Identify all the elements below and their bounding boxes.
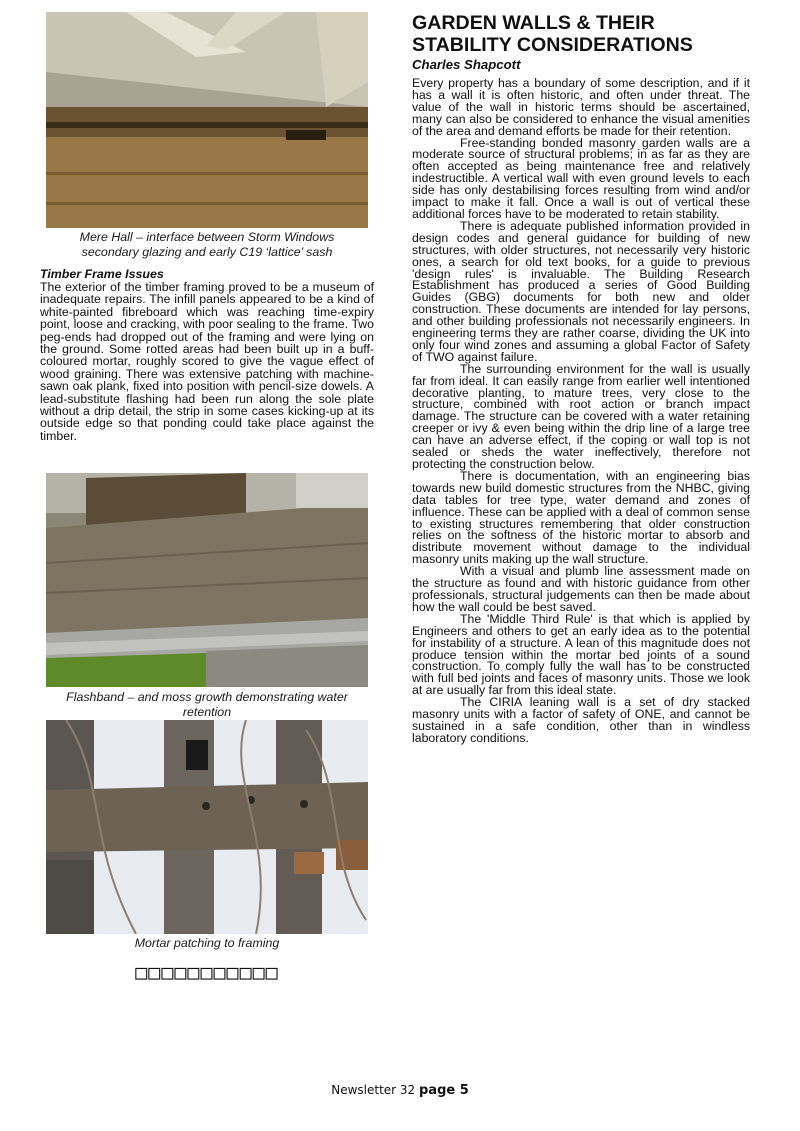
photo-mortar-patching — [46, 720, 368, 934]
caption-storm-windows-line1: Mere Hall – interface between Storm Windows — [79, 230, 335, 244]
article-column — [412, 12, 750, 745]
article-paragraph-7: The 'Middle Third Rule' is that which is applied by Engineers and others to get an early idea as to the potential for instability of a structure. A lean of this magnitude does not produce tension within the mortar bed joints of a sound construction. To comply fully the wall has to be constructed with full bed joints and faces of masonry units. Those we look at are usually far from this ideal state. — [412, 611, 750, 698]
article-title-line1: GARDEN WALLS & THEIR — [412, 12, 655, 34]
unrendered-glyph-row: □□□□□□□□□□□ — [135, 960, 279, 984]
flashband-image — [46, 473, 368, 687]
article-paragraph-6: With a visual and plumb line assessment made on the structure as found and with historic guidance from other professionals, structural judgements can then be made about how the wall could be best saved. — [412, 564, 750, 614]
article-title — [412, 12, 750, 56]
caption-storm-windows-line2: secondary glazing and early C19 ‘lattice’ sash — [81, 245, 333, 259]
window-sash-image — [46, 12, 368, 228]
article-paragraph-1: Every property has a boundary of some description, and if it has a wall it is often historic, and often under threat. The value of the wall in historic terms should be ascertained, many can also be considered to enhance the visual amenities of the area and demand efforts be made for their retention. — [412, 76, 750, 138]
page-footer — [0, 1083, 800, 1098]
caption-flashband — [40, 690, 374, 720]
footer-newsletter: Newsletter 32 — [331, 1083, 416, 1097]
article-title-line2: STABILITY CONSIDERATIONS — [412, 34, 693, 56]
caption-flashband-line1: Flashband – and moss growth demonstrating water — [66, 690, 348, 704]
photo-window-sash — [46, 12, 368, 228]
timber-frame-body: The exterior of the timber framing proved to be a museum of inadequate repairs. The infill panels appeared to be a kind of white-painted fibreboard which was reaching time-expiry point, loose and cracking, with poor sealing to the frame. Two peg-ends had dropped out of the framing and were lying on the ground. Some rotted areas had been built up in a buff-coloured mortar, roughly scored to give the vague effect of wood graining. There was extensive patching with machine-sawn oak plank, fixed into position with pencil-size dowels. A lead-substitute flashing had been run along the sole plate without a drip detail, the strip in some cases kicking-up at its outside edge so that ponding could take place against the timber. — [40, 280, 374, 443]
mortar-patching-image — [46, 720, 368, 934]
article-paragraph-2: Free-standing bonded masonry garden walls are a moderate source of structural problems; in as far as they are often accepted as being maintenance free and relatively indestructible. A vertical wall with even ground levels to each side has only destabilising forces resulting from wind and/or impact to make it fall. Once a wall is out of vertical these additional forces have to be moderated to retain stability. — [412, 135, 750, 221]
article-paragraph-4: The surrounding environment for the wall is usually far from ideal. It can easily range from earlier well intentioned decorative planting, to mature trees, very close to the structure, combined with root action or branch impact damage. The structure can be covered with a water retaining creeper or ivy & even being within the drip line of a large tree can have an adverse effect, if the coping or wall top is not sealed or sheds the water ineffectively, therefore not protecting the construction below. — [412, 361, 750, 471]
article-paragraph-8: The CIRIA leaning wall is a set of dry stacked masonry units with a factor of safety of ONE, and cannot be sustained in a safe condition, other than in windless laboratory conditions. — [412, 695, 750, 745]
subheading-timber-frame: Timber Frame Issues — [40, 267, 164, 281]
footer-page-number: page 5 — [419, 1083, 469, 1098]
photo-flashband — [46, 473, 368, 687]
caption-mortar-patching: Mortar patching to framing — [134, 936, 280, 950]
article-author: Charles Shapcott — [412, 57, 521, 72]
caption-flashband-line2: retention — [182, 705, 232, 719]
article-paragraph-5: There is documentation, with an engineering bias towards new build domestic structures from the NHBC, giving data tables for tree type, water demand and zones of influence. These can be applied with a deal of common sense to existing structures remembering that older construction relies on the softness of the historic mortar to absorb and distribute movement without damage to the individual masonry units making up the wall structure. — [412, 468, 750, 567]
caption-storm-windows — [40, 230, 374, 260]
article-paragraph-3: There is adequate published information provided in design codes and general guidance for building of new structures, with older structures, not necessarily very historic ones, a search for old text books, for a guide to previous 'design rules' is invaluable. The Building Research Establishment has produced a series of Good Building Guides (GBG) documents for both new and older construction. These documents are intended for lay persons, and other building professionals not necessarily engineers. In engineering terms they are rather coarse, dividing the UK into only four wind zones and assuming a global Factor of Safety of TWO against failure. — [412, 218, 750, 364]
